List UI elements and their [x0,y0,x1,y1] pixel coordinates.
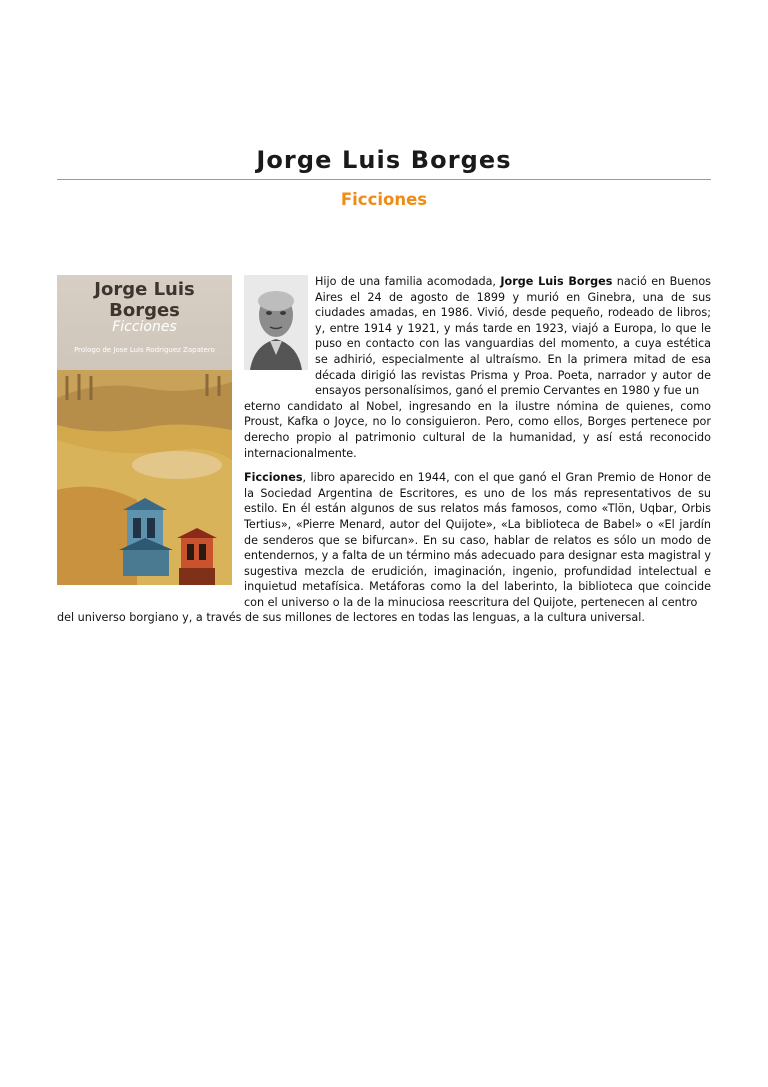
bio-paragraph-1-top [57,274,711,399]
page-title: Jorge Luis Borges [256,146,512,174]
bio-paragraph-1-bottom: eterno candidato al Nobel, ingresando en la ilustre nómina de quienes, como Proust, Kafka o Joyce, no lo consiguieron. Pero, como ellos, Borges pertenece por derecho propio al patrimonio cultural de la humanidad, y así está reconocido internacionalmente. [244,399,711,460]
bio-intro: Hijo de una familia acomodada, [315,275,501,288]
cover-prologue: Prologo de Jose Luis Rodriguez Zapatero [74,346,215,354]
author-name-bold: Jorge Luis Borges [500,275,613,288]
bio-paragraph-2 [57,470,711,610]
book-name-bold: Ficciones [244,471,303,485]
cover-book-title: Ficciones [112,319,177,335]
subtitle-text: Ficciones [340,190,428,209]
title-divider [57,179,711,180]
bio-paragraph-2-end: del universo borgiano y, a través de sus millones de lectores en todas las lenguas, a la cultura universal. [57,611,645,625]
cover-author: Jorge Luis Borges [94,279,195,321]
page-subtitle [0,190,768,209]
biography-text [57,274,711,626]
bio-text-b: , libro aparecido en 1944, con el que ganó el Gran Premio de Honor de la Sociedad Argentina de Escritores, es uno de los más representativos de su estilo. En él están algunos de sus relatos más famosos, como «Tlön, Uqbar, Orbis Tertius», «Pierre Menard, autor del Quijote», «La biblioteca de Babel» o «El jardín de senderos que se bifurcan». En su caso, hablar de relatos es sólo un modo de entendernos, y a falta de un término más adecuado para designar esta magistral y sugestiva mezcla de erudición, imaginación, ingenio, profundidad intelectual e inquietud metafísica. Metáforas como la del laberinto, la biblioteca que coincide con el universo o la de la minuciosa reescritura del Quijote, pertenecen al centro [244,471,711,609]
paragraph-gap [57,461,711,470]
bio-text-a: nació en Buenos Aires el 24 de agosto de 1899 y murió en Ginebra, una de sus ciudades amadas, en 1986. Vivió, desde pequeño, rodeado de libros; y, entre 1914 y 1921, y más tarde en 1923, viajó a Europa, lo que le puso en contacto con las vanguardias del momento, a cuya estética se adhirió, especialmente al ultraísmo. En la primera mitad de esa década dirigió las revistas Prisma y Proa. Poeta, narrador y autor de ensayos personalísimos, ganó el premio Cervantes en 1980 y fue un [315,275,711,398]
